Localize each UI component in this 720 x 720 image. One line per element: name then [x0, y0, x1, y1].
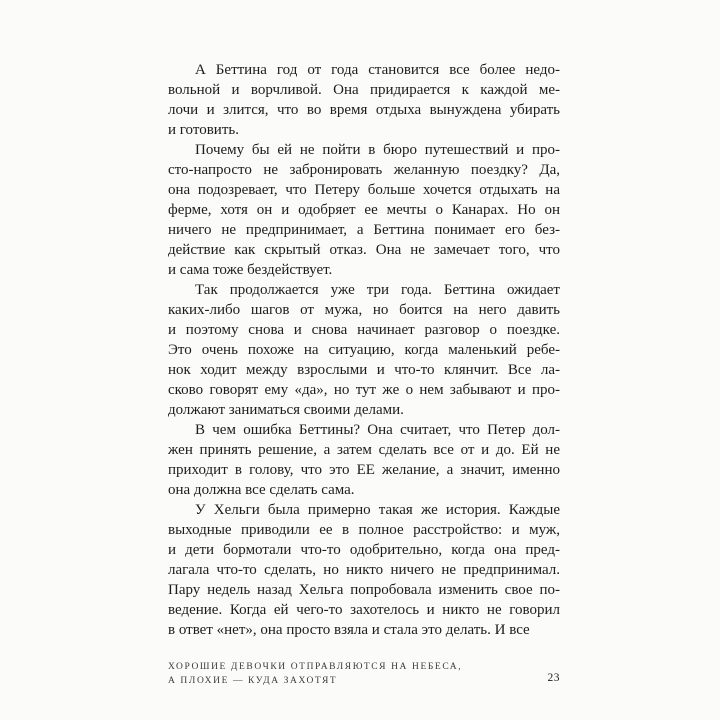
text-line: нок ходит между взрослыми и что-то клянчит. Все ла-: [168, 362, 560, 378]
text-line: Это очень похоже на ситуацию, когда маленький ребе-: [168, 342, 560, 358]
text-line: должают заниматься своими делами.: [168, 402, 404, 418]
text-line: жен принять решение, а затем сделать все от и до. Ей не: [168, 442, 560, 458]
text-line: каких-либо шагов от мужа, но боится на него давить: [168, 302, 560, 318]
text-line: лочи и злится, что во время отдыха вынуждена убирать: [168, 102, 560, 118]
text-line: В чем ошибка Беттины? Она считает, что Петер дол-: [195, 422, 560, 438]
running-title-line2: А ПЛОХИЕ — КУДА ЗАХОТЯТ: [168, 676, 338, 686]
text-line: она подозревает, что Петеру больше хочется отдыхать на: [168, 182, 560, 198]
text-line: ферме, хотя он и одобряет ее мечты о Канарах. Но он: [168, 202, 560, 218]
running-title-line1: ХОРОШИЕ ДЕВОЧКИ ОТПРАВЛЯЮТСЯ НА НЕБЕСА,: [168, 662, 463, 672]
page-text: [168, 60, 560, 640]
text-line: действие как скрытый отказ. Она не замечает того, что: [168, 242, 560, 258]
text-line: сто-напросто не забронировать желанную поездку? Да,: [168, 162, 560, 178]
footer: [168, 660, 560, 688]
text-line: сково говорят ему «да», но тут же о нем забывают и про-: [168, 382, 560, 398]
text-line: и готовить.: [168, 122, 239, 138]
text-line: приходит в голову, что это ЕЕ желание, а значит, именно: [168, 462, 560, 478]
text-line: У Хельги была примерно такая же история. Каждые: [195, 502, 560, 518]
text-line: лагала что-то сделать, но никто ничего не предпринимал.: [168, 562, 560, 578]
text-line: ничего не предпринимает, а Беттина понимает его без-: [168, 222, 560, 238]
text-line: Пару недель назад Хельга попробовала изменить свое по-: [168, 582, 560, 598]
text-line: ведение. Когда ей чего-то захотелось и никто не говорил: [168, 602, 560, 618]
text-line: и дети бормотали что-то одобрительно, когда она пред-: [168, 542, 560, 558]
text-line: Почему бы ей не пойти в бюро путешествий и про-: [195, 142, 560, 158]
page-number: 23: [547, 672, 560, 684]
text-line: и сама тоже бездействует.: [168, 262, 333, 278]
paragraph: [168, 140, 560, 280]
paragraph: [168, 280, 560, 420]
paragraph: [168, 500, 560, 640]
text-line: и поэтому снова и снова начинает разговор о поездке.: [168, 322, 560, 338]
text-line: она должна все сделать сама.: [168, 482, 355, 498]
text-line: выходные приводили ее в полное расстройство: и муж,: [168, 522, 560, 538]
text-line: в ответ «нет», она просто взяла и стала это делать. И все: [168, 622, 530, 638]
paragraph: [168, 420, 560, 500]
text-line: вольной и ворчливой. Она придирается к каждой ме-: [168, 82, 560, 98]
paragraph: [168, 60, 560, 140]
text-line: Так продолжается уже три года. Беттина ожидает: [195, 282, 560, 298]
text-line: А Беттина год от года становится все более недо-: [195, 62, 560, 78]
